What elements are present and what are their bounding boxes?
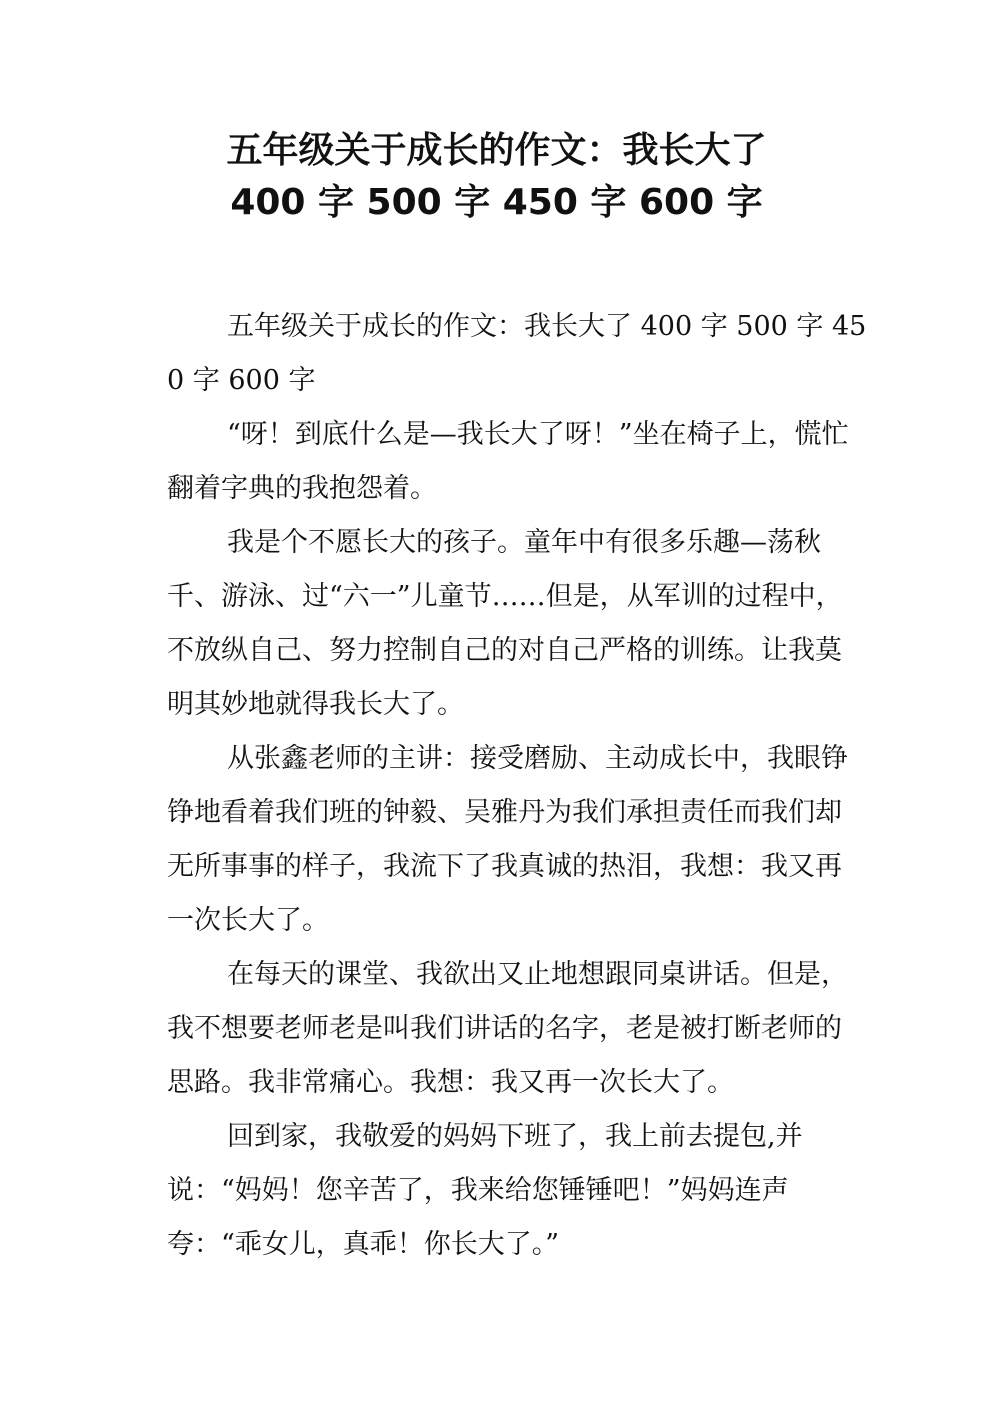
- document-body: [167, 300, 867, 1272]
- paragraph-1: 五年级关于成长的作文：我长大了 400 字 500 字 450 字 600 字: [167, 311, 867, 396]
- document-title-line-1: 五年级关于成长的作文：我长大了: [226, 130, 767, 171]
- paragraph-6: 回到家，我敬爱的妈妈下班了，我上前去提包,并说：“妈妈！您辛苦了，我来给您锤锤吧！”妈妈连声夸：“乖女儿，真乖！你长大了。”: [167, 1121, 803, 1260]
- document-title-line-2: 400 字 500 字 450 字 600 字: [230, 182, 763, 223]
- paragraph-5: 在每天的课堂、我欲出又止地想跟同桌讲话。但是，我不想要老师老是叫我们讲话的名字，老是被打断老师的思路。我非常痛心。我想：我又再一次长大了。: [167, 959, 848, 1098]
- paragraph-3: 我是个不愿长大的孩子。童年中有很多乐趣—荡秋千、游泳、过“六一”儿童节……但是，从军训的过程中，不放纵自己、努力控制自己的对自己严格的训练。让我莫明其妙地就得我长大了。: [167, 527, 843, 720]
- paragraph-2: “呀！到底什么是—我长大了呀！”坐在椅子上，慌忙翻着字典的我抱怨着。: [167, 419, 849, 504]
- paragraph-4: 从张鑫老师的主讲：接受磨励、主动成长中，我眼铮铮地看着我们班的钟毅、吴雅丹为我们承担责任而我们却无所事事的样子，我流下了我真诚的热泪，我想：我又再一次长大了。: [167, 743, 848, 936]
